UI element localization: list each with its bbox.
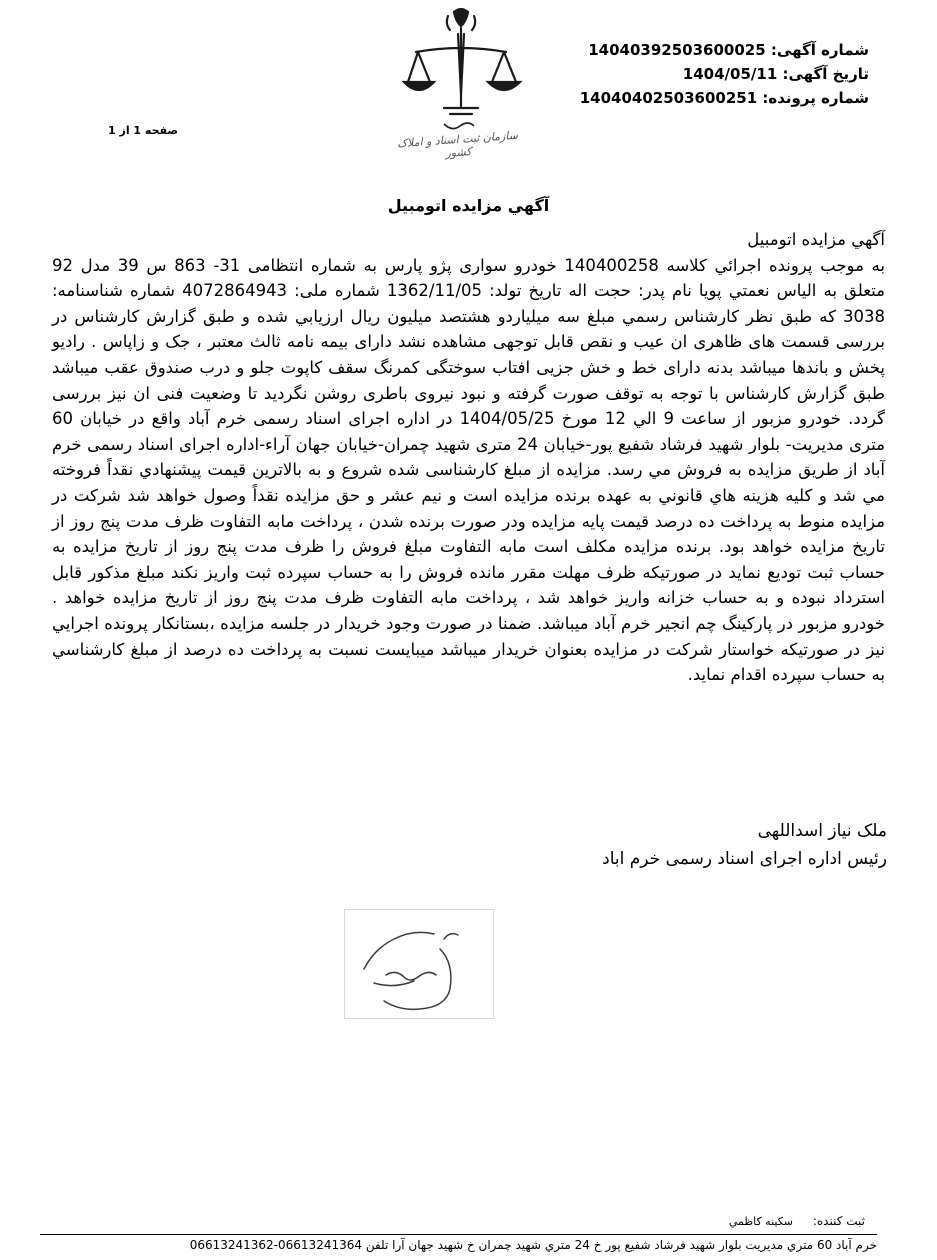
signatory-block — [602, 817, 887, 873]
notice-date-label: تاریخ آگهی: — [782, 65, 869, 83]
org-name: سازمان ثبت اسناد و املاک کشور — [396, 128, 519, 160]
footer-divider — [40, 1234, 877, 1235]
registrar-label: ثبت كننده: — [812, 1214, 865, 1228]
notice-number-label: شماره آگهی: — [770, 41, 869, 59]
page-indicator: صفحه 1 از 1 — [108, 124, 179, 137]
footer-address: خرم آباد 60 متري مديريت بلوار شهيد فرشاد شفيع پور خ 24 متري شهيد چمران خ شهيد جهان آرا تلفن 06613241364-06613241362 — [189, 1238, 877, 1252]
registrar — [729, 1214, 865, 1228]
registrar-name: سكينه كاظمي — [728, 1215, 794, 1228]
body-paragraph: به موجب پرونده اجرائي كلاسه 140400258 خودرو سواری پژو پارس به شماره انتظامی 31- 863 س 39 مدل 92 متعلق به الياس نعمتي پويا نام پدر: حجت اله تاريخ تولد: 1362/11/05 شماره ملی: 4072864943 شماره شناسنامه: 3038 كه طبق نظر كارشناس رسمي مبلغ سه ميلياردو هشتصد ميليون ريال ارزيابي شده و طبق گزارش كارشناس در بررسی قسمت های ظاهری ان عيب و نقص قابل توجهی مشاهده نشد دارای بيمه نامه ثالث معتبر ، جک و زاپاس . راديو پخش و باندها ميباشد بدنه دارای خط و خش جزيی افتاب سوختگی كمرنگ سقف كاپوت جلو و درب صندوق عقب ميباشد طبق گزارش كارشناس با توجه به توقف صورت گرفته و نبود نيروی باطری روشن نگرديد تا وضعيت فنی ان نيز بررسی گردد. خودرو مزبور از ساعت 9 الي 12 مورخ 1404/05/25 در اداره اجرای اسناد رسمی خرم آباد واقع در خيابان 60 متری مديريت- بلوار شهيد فرشاد شفيع پور-خيابان 24 متری شهيد چمران-خيابان جهان آراء-اداره اجرای اسناد رسمی خرم آباد از طريق مزايده به فروش مي رسد. مزايده از مبلغ كارشناسی شده شروع و به بالاترين قيمت پيشنهادي نقداً فروخته مي شد و كليه هزينه هاي قانوني به عهده برنده مزايده است و نيم عشر و حق مزايده نقداً وصول خواهد شد شركت در مزايده منوط به پرداخت ده درصد قيمت پايه مزايده ودر صورت برنده شدن ، پرداخت مابه التفاوت ظرف مدت پنج روز از تاريخ مزايده خواهد بود. برنده مزايده مكلف است مابه التفاوت مبلغ فروش را ظرف مدت پنج روز از تاريخ مزايده به حساب ثبت توديع نمايد در صورتيكه ظرف مهلت مقرر مانده فروش را به حساب سپرده ثبت واريز نكند مبلغ مذكور قابل استرداد نبوده و به حساب خزانه واريز خواهد شد ، پرداخت مابه التفاوت ظرف مدت پنج روز از تاريخ مزايده خواهد . خودرو مزبور در پاركينگ چم انجير خرم آباد ميباشد. ضمنا در صورت وجود خريدار در جلسه مزايده ،بستانكار پرونده اجرايي نيز در صورتيكه خواستار شركت در مزايده بعنوان خريدار ميباشد ميبايست نسبت به پرداخت ده درصد از مبلغ كارشناسي به حساب سپرده اقدام نمايد. — [52, 255, 885, 685]
notice-number-row — [580, 38, 869, 62]
notice-body — [52, 227, 885, 688]
file-number-label: شماره پرونده: — [762, 89, 869, 107]
signatory-name: ملک نياز اسداللهی — [757, 821, 887, 841]
signatory-title: رئيس اداره اجرای اسناد رسمی خرم اباد — [602, 849, 887, 869]
notice-date: 1404/05/11 — [682, 65, 778, 83]
notice-meta — [580, 38, 869, 110]
notice-number: 14040392503600025 — [588, 41, 766, 59]
notice-date-row — [580, 62, 869, 86]
document-title: آگهي مزايده اتومبيل — [387, 196, 550, 215]
file-number: 14040402503600251 — [579, 89, 758, 107]
file-number-row — [580, 86, 869, 110]
signature-icon — [344, 909, 494, 1019]
body-heading: آگهي مزايده اتومبيل — [747, 230, 885, 249]
